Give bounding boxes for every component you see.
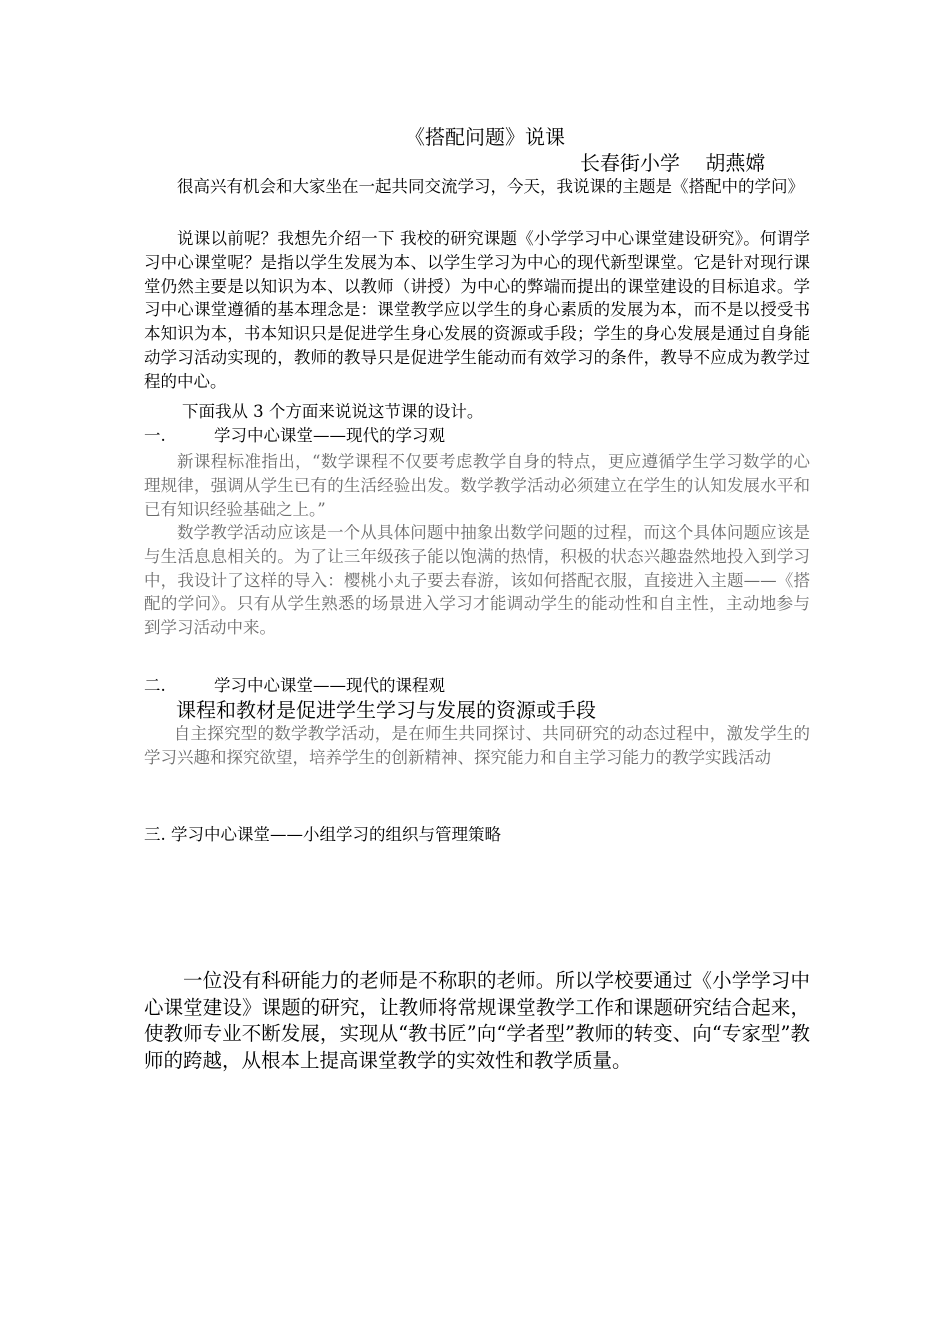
author-line: 长春街小学 胡燕嫦 <box>580 151 766 175</box>
section-2-paragraph: 自主探究型的数学教学活动，是在师生共同探讨、共同研究的动态过程中，激发学生的学习兴趣和探究欲望，培养学生的创新精神、探究能力和自主学习能力的教学实践活动 <box>144 724 810 767</box>
closing-paragraph: 一位没有科研能力的老师是不称职的老师。所以学校要通过《小学学习中心课堂建设》课题的研究，让教师将常规课堂教学工作和课题研究结合起来，使教师专业不断发展，实现从“教书匠”向“学者型”教师的转变、向“专家型”教师的跨越，从根本上提高课堂教学的实效性和教学质量。 <box>144 969 810 1072</box>
section-2-heading <box>144 675 810 697</box>
document-title: 《搭配问题》说课 <box>405 125 565 149</box>
section-1-paragraph-1: 新课程标准指出，“数学课程不仅要考虑教学自身的特点，更应遵循学生学习数学的心理规律，强调从学生已有的生活经验出发。数学教学活动必须建立在学生的认知发展水平和已有知识经验基础之上。” <box>144 452 810 519</box>
section-1-paragraph-2: 数学教学活动应该是一个从具体问题中抽象出数学问题的过程，而这个具体问题应该是与生活息息相关的。为了让三年级孩子能以饱满的热情，积极的状态兴趣盎然地投入到学习中，我设计了这样的导入：樱桃小丸子要去春游，该如何搭配衣服，直接进入主题——《搭配的学问》。只有从学生熟悉的场景进入学习才能调动学生的能动性和自主性，主动地参与到学习活动中来。 <box>144 523 810 638</box>
section-2-subheading: 课程和教材是促进学生学习与发展的资源或手段 <box>176 698 596 722</box>
section-2-number: 二. <box>144 676 166 695</box>
section-3-heading: 三. 学习中心课堂——小组学习的组织与管理策略 <box>144 825 501 844</box>
intro-paragraph-1: 很高兴有机会和大家坐在一起共同交流学习，今天，我说课的主题是《搭配中的学问》 <box>177 177 804 196</box>
section-2-title: 学习中心课堂——现代的课程观 <box>214 676 445 695</box>
section-1-title: 学习中心课堂——现代的学习观 <box>214 426 445 445</box>
section-1-number: 一. <box>144 426 166 445</box>
section-1-heading <box>144 425 810 447</box>
intro-paragraph-3: 下面我从 3 个方面来说说这节课的设计。 <box>181 402 484 421</box>
intro-paragraph-2: 说课以前呢？我想先介绍一下 我校的研究课题《小学学习中心课堂建设研究》。何谓学习中心课堂呢？是指以学生发展为本、以学生学习为中心的现代新型课堂。它是针对现行课堂仍然主要是以知识为本、以教师（讲授）为中心的弊端而提出的课堂建设的目标追求。学习中心课堂遵循的基本理念是：课堂教学应以学生的身心素质的发展为本，而不是以授受书本知识为本，书本知识只是促进学生身心发展的资源或手段；学生的身心发展是通过自身能动学习活动实现的，教师的教导只是促进学生能动而有效学习的条件，教导不应成为教学过程的中心。 <box>144 229 810 391</box>
